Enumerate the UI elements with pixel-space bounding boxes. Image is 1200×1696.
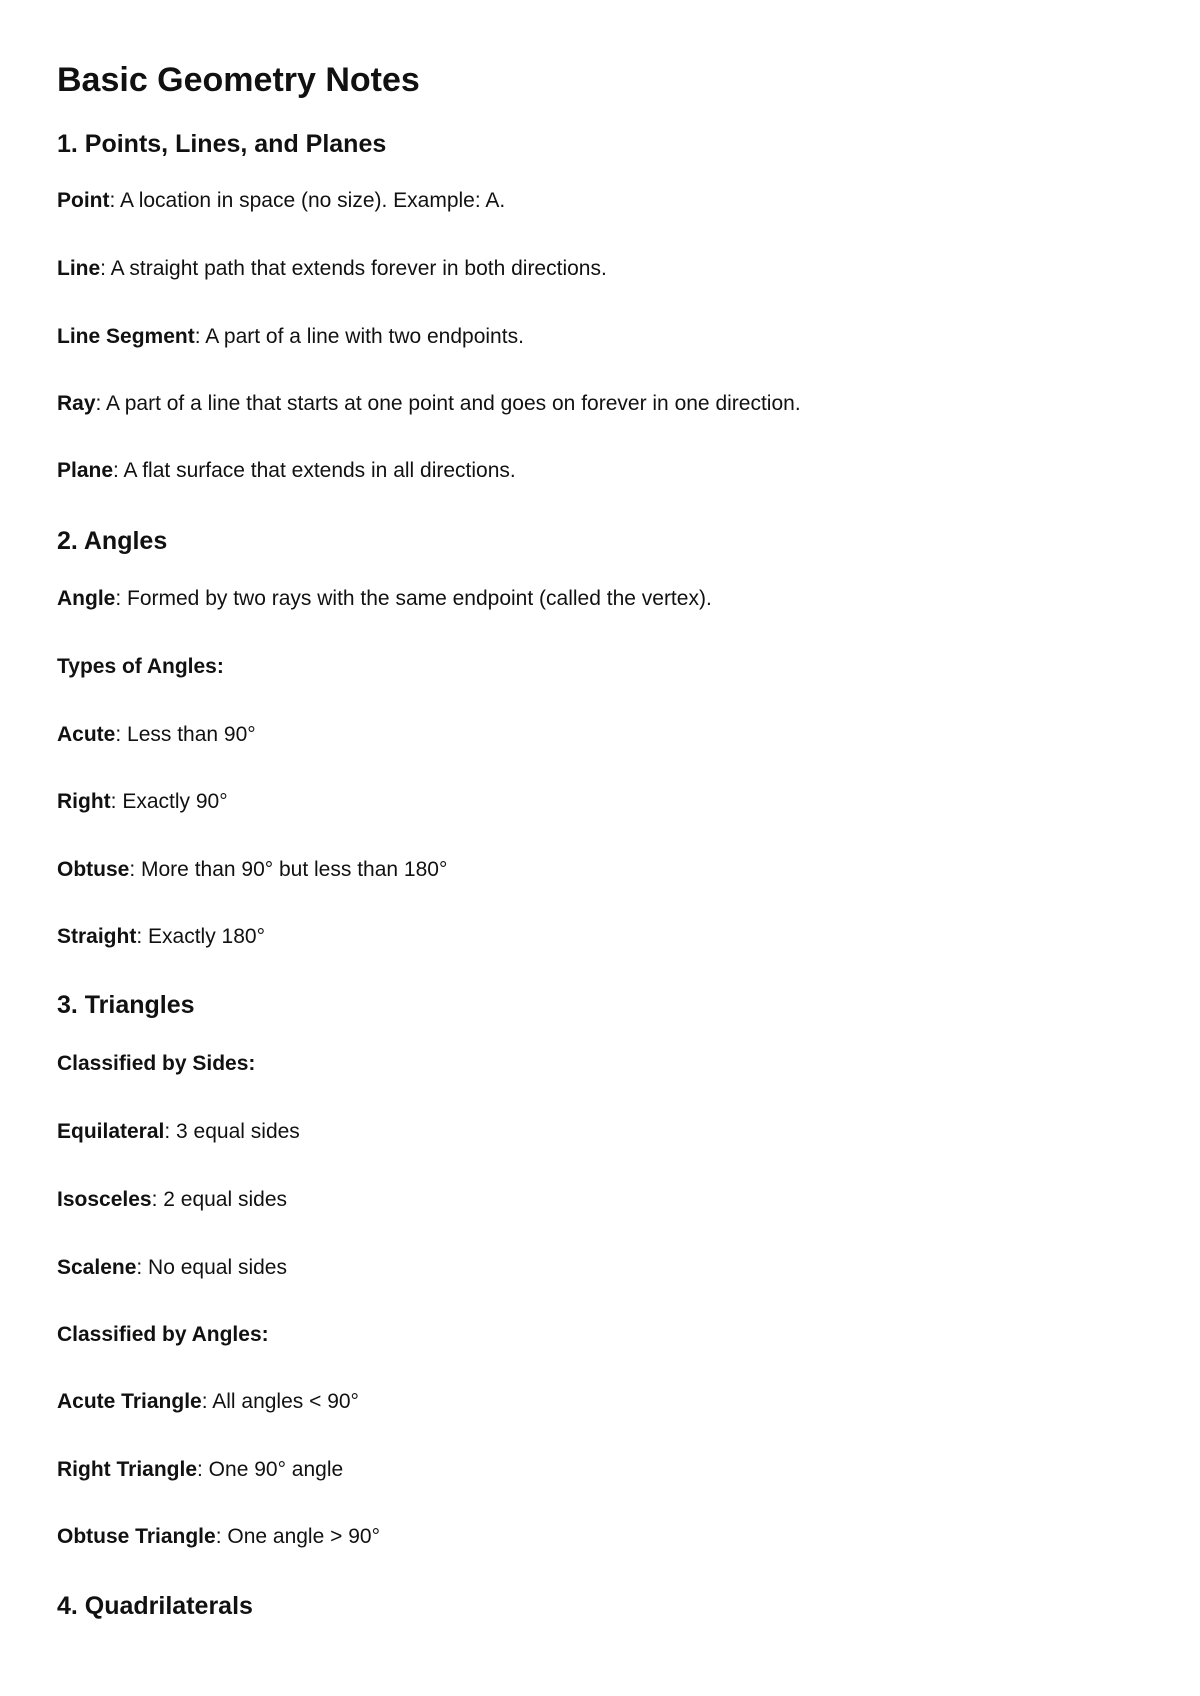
- definition-scalene: [57, 1253, 287, 1283]
- definition-obtuse: [57, 855, 447, 885]
- definition-text: :: [261, 1323, 269, 1346]
- definition-angle: [57, 584, 712, 614]
- term-label: Classified by Angles: [57, 1323, 262, 1346]
- definition-text: : No equal sides: [136, 1256, 287, 1279]
- term-label: Straight: [57, 925, 137, 948]
- subheading-classified-by-sides: [57, 1049, 255, 1079]
- definition-equilateral: [57, 1117, 300, 1147]
- term-label: Line: [57, 257, 101, 280]
- definition-right: [57, 787, 228, 817]
- definition-point: [57, 186, 505, 216]
- definition-text: : A straight path that extends forever in both directions.: [100, 257, 607, 280]
- document-title: Basic Geometry Notes: [57, 61, 420, 99]
- definition-isosceles: [57, 1185, 287, 1215]
- section-heading-angles: 2. Angles: [57, 527, 168, 555]
- definition-text: : One 90° angle: [197, 1458, 344, 1481]
- term-label: Acute Triangle: [57, 1390, 202, 1413]
- term-label: Obtuse Triangle: [57, 1525, 216, 1548]
- definition-text: : One angle > 90°: [215, 1525, 380, 1548]
- term-label: Angle: [57, 587, 116, 610]
- definition-plane: [57, 456, 516, 486]
- definition-acute: [57, 720, 256, 750]
- definition-text: :: [248, 1052, 256, 1075]
- definition-line: [57, 254, 607, 284]
- term-label: Classified by Sides: [57, 1052, 249, 1075]
- definition-text: :: [216, 655, 224, 678]
- definition-acute-triangle: [57, 1387, 359, 1417]
- definition-line-segment: [57, 322, 524, 352]
- term-label: Point: [57, 189, 110, 212]
- definition-text: : Exactly 90°: [110, 790, 228, 813]
- term-label: Plane: [57, 459, 114, 482]
- definition-text: : All angles < 90°: [201, 1390, 359, 1413]
- definition-text: : A part of a line with two endpoints.: [194, 325, 524, 348]
- definition-text: : Formed by two rays with the same endpoint (called the vertex).: [115, 587, 712, 610]
- term-label: Obtuse: [57, 858, 130, 881]
- term-label: Scalene: [57, 1256, 137, 1279]
- definition-text: : More than 90° but less than 180°: [129, 858, 448, 881]
- subheading-types-of-angles: [57, 652, 224, 682]
- definition-text: : A flat surface that extends in all directions.: [113, 459, 516, 482]
- term-label: Right: [57, 790, 111, 813]
- term-label: Line Segment: [57, 325, 195, 348]
- term-label: Right Triangle: [57, 1458, 198, 1481]
- definition-text: : Exactly 180°: [136, 925, 265, 948]
- term-label: Equilateral: [57, 1120, 165, 1143]
- definition-text: : A part of a line that starts at one point and goes on forever in one direction.: [95, 392, 801, 415]
- term-label: Acute: [57, 723, 116, 746]
- definition-right-triangle: [57, 1455, 343, 1485]
- definition-text: : Less than 90°: [115, 723, 256, 746]
- section-heading-triangles: 3. Triangles: [57, 991, 195, 1019]
- term-label: Isosceles: [57, 1188, 152, 1211]
- subheading-classified-by-angles: [57, 1320, 269, 1350]
- term-label: Ray: [57, 392, 96, 415]
- section-heading-quadrilaterals: 4. Quadrilaterals: [57, 1592, 253, 1620]
- definition-text: : 3 equal sides: [164, 1120, 300, 1143]
- term-label: Types of Angles: [57, 655, 217, 678]
- definition-straight: [57, 922, 265, 952]
- section-heading-points-lines-planes: 1. Points, Lines, and Planes: [57, 130, 387, 158]
- definition-text: : 2 equal sides: [151, 1188, 288, 1211]
- definition-ray: [57, 389, 801, 419]
- definition-text: : A location in space (no size). Example: A.: [109, 189, 506, 212]
- definition-obtuse-triangle: [57, 1522, 380, 1552]
